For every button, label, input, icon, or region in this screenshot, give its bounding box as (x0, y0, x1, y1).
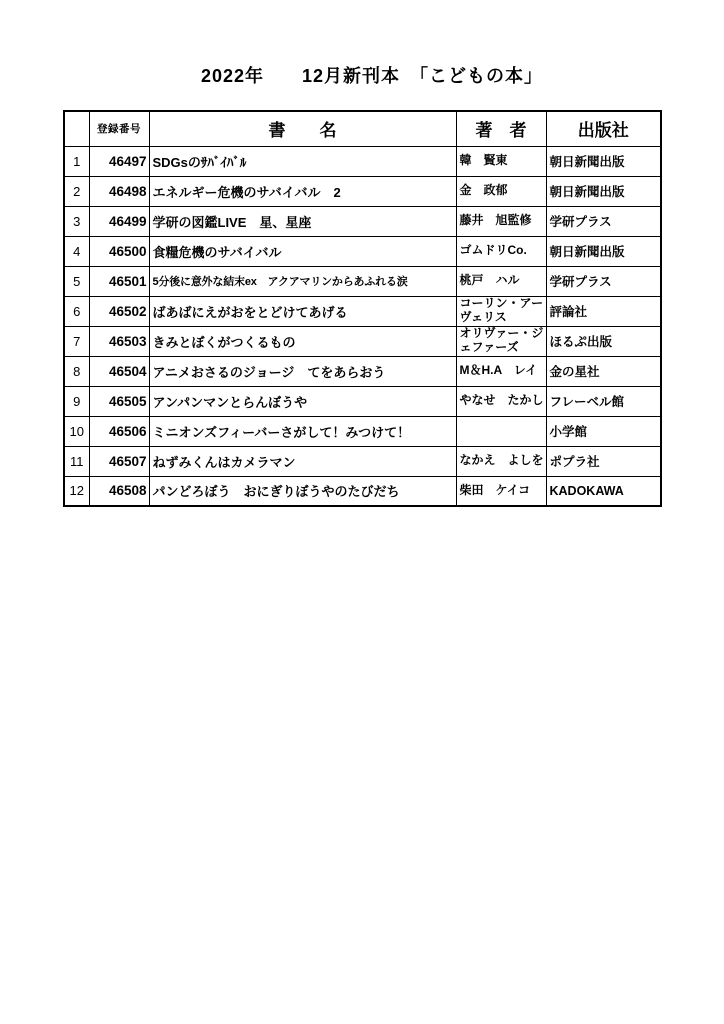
publisher-cell: 評論社 (546, 296, 661, 326)
book-title-cell: きみとぼくがつくるもの (149, 326, 456, 356)
author-cell: M＆H.A レイ (456, 356, 546, 386)
row-number-cell: 5 (64, 266, 89, 296)
book-title-cell: アンパンマンとらんぼうや (149, 386, 456, 416)
book-title-cell: パンどろぼう おにぎりぼうやのたびだち (149, 476, 456, 506)
book-title-cell: ばあばにえがおをとどけてあげる (149, 296, 456, 326)
table-row (64, 206, 661, 236)
header-registration-number: 登録番号 (89, 111, 149, 146)
registration-number-cell: 46500 (89, 236, 149, 266)
header-author: 著 者 (456, 111, 546, 146)
row-number-cell: 9 (64, 386, 89, 416)
publisher-cell: フレーベル館 (546, 386, 661, 416)
table-row (64, 266, 661, 296)
author-cell: コーリン・アーヴェリス (456, 296, 546, 326)
author-cell: 柴田 ケイコ (456, 476, 546, 506)
table-row (64, 326, 661, 356)
registration-number-cell: 46499 (89, 206, 149, 236)
publisher-cell: KADOKAWA (546, 476, 661, 506)
registration-number-cell: 46498 (89, 176, 149, 206)
registration-number-cell: 46497 (89, 146, 149, 176)
publisher-cell: 小学館 (546, 416, 661, 446)
registration-number-cell: 46504 (89, 356, 149, 386)
new-books-table (63, 110, 662, 507)
registration-number-cell: 46506 (89, 416, 149, 446)
registration-number-cell: 46507 (89, 446, 149, 476)
author-cell: なかえ よしを (456, 446, 546, 476)
author-cell (456, 416, 546, 446)
book-title-cell: ミニオンズフィーバーさがして！みつけて！ (149, 416, 456, 446)
registration-number-cell: 46505 (89, 386, 149, 416)
row-number-cell: 10 (64, 416, 89, 446)
table-row (64, 176, 661, 206)
publisher-cell: 朝日新聞出版 (546, 236, 661, 266)
table-header-row (64, 111, 661, 146)
publisher-cell: 学研プラス (546, 266, 661, 296)
publisher-cell: 学研プラス (546, 206, 661, 236)
book-title-cell: 学研の図鑑LIVE 星、星座 (149, 206, 456, 236)
author-cell: 韓 賢東 (456, 146, 546, 176)
table-row (64, 236, 661, 266)
publisher-cell: ポプラ社 (546, 446, 661, 476)
row-number-cell: 4 (64, 236, 89, 266)
row-number-cell: 7 (64, 326, 89, 356)
table-row (64, 296, 661, 326)
author-cell: やなせ たかし (456, 386, 546, 416)
publisher-cell: 金の星社 (546, 356, 661, 386)
publisher-cell: 朝日新聞出版 (546, 146, 661, 176)
table-row (64, 386, 661, 416)
row-number-cell: 6 (64, 296, 89, 326)
table-row (64, 146, 661, 176)
header-row-number (64, 111, 89, 146)
book-title-cell: SDGsのｻﾊﾞｲﾊﾞﾙ (149, 146, 456, 176)
book-title-cell: 5分後に意外な結末ex アクアマリンからあふれる涙 (149, 266, 456, 296)
author-cell: ゴムドリCo. (456, 236, 546, 266)
row-number-cell: 11 (64, 446, 89, 476)
author-cell: 桃戸 ハル (456, 266, 546, 296)
author-cell: 金 政郁 (456, 176, 546, 206)
book-title-cell: 食糧危機のサバイバル (149, 236, 456, 266)
book-title-cell: ねずみくんはカメラマン (149, 446, 456, 476)
table-row (64, 356, 661, 386)
header-publisher: 出版社 (546, 111, 661, 146)
table-row (64, 416, 661, 446)
header-book-title: 書 名 (149, 111, 456, 146)
row-number-cell: 2 (64, 176, 89, 206)
table-row (64, 476, 661, 506)
row-number-cell: 3 (64, 206, 89, 236)
registration-number-cell: 46503 (89, 326, 149, 356)
author-cell: オリヴァー・ジェファーズ (456, 326, 546, 356)
book-title-cell: エネルギー危機のサバイバル 2 (149, 176, 456, 206)
page-title: 2022年 12月新刊本 「こどもの本」 (200, 66, 544, 86)
author-cell: 藤井 旭監修 (456, 206, 546, 236)
registration-number-cell: 46502 (89, 296, 149, 326)
row-number-cell: 12 (64, 476, 89, 506)
publisher-cell: ほるぷ出版 (546, 326, 661, 356)
table-row (64, 446, 661, 476)
publisher-cell: 朝日新聞出版 (546, 176, 661, 206)
row-number-cell: 1 (64, 146, 89, 176)
registration-number-cell: 46508 (89, 476, 149, 506)
registration-number-cell: 46501 (89, 266, 149, 296)
row-number-cell: 8 (64, 356, 89, 386)
book-title-cell: アニメおさるのジョージ てをあらおう (149, 356, 456, 386)
